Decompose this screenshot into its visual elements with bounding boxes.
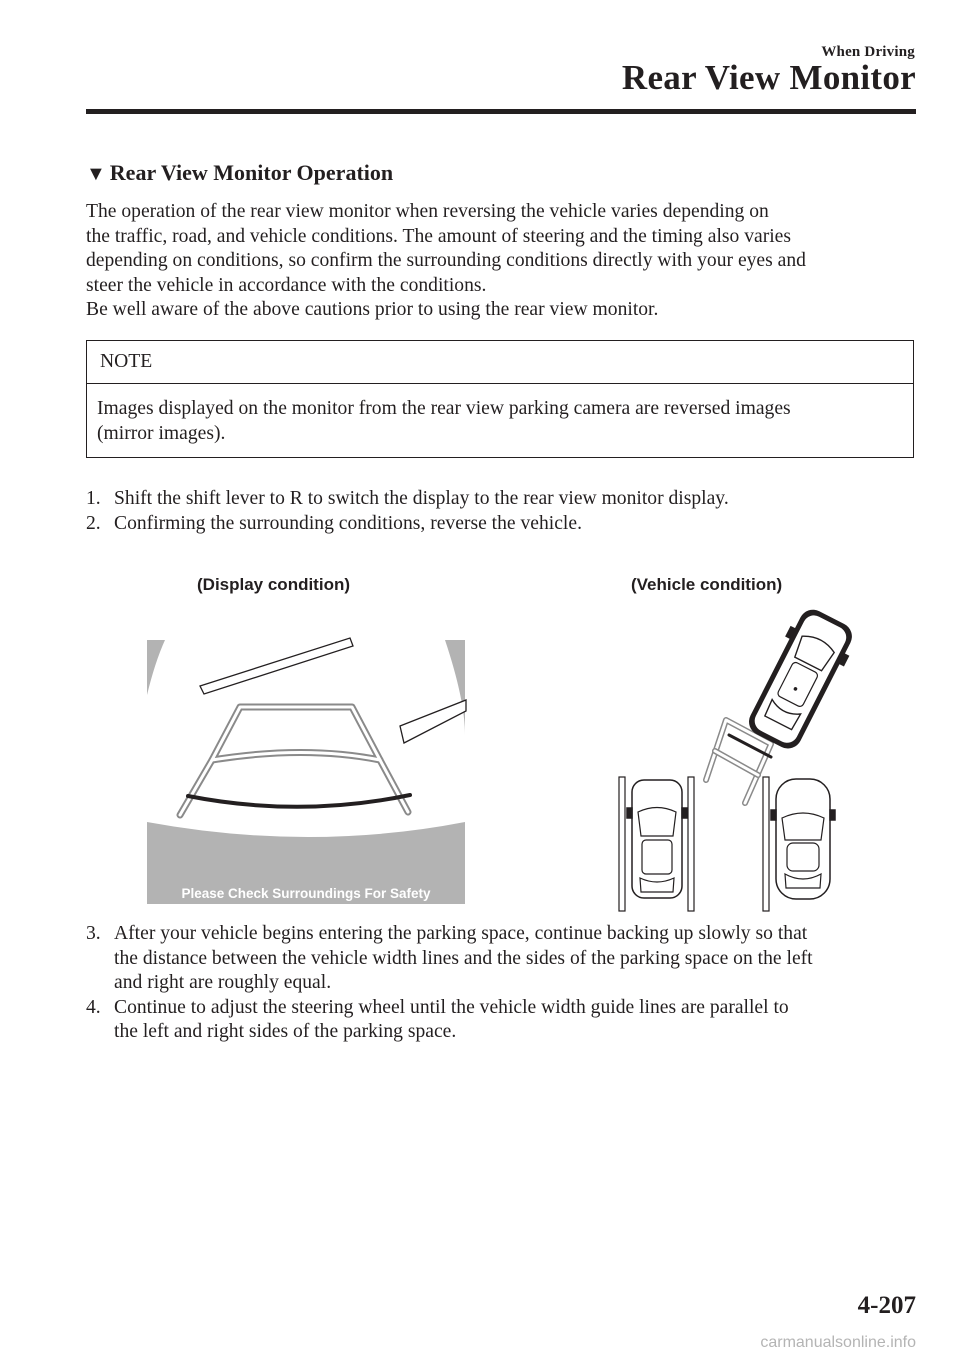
running-header-title: Rear View Monitor xyxy=(621,58,916,97)
parked-car-left xyxy=(627,780,687,898)
intro-line: depending on conditions, so confirm the surrounding conditions directly with your eyes and xyxy=(86,250,806,272)
step-line: After your vehicle begins entering the parking space, continue backing up slowly so that xyxy=(114,923,808,944)
display-condition-caption: (Display condition) xyxy=(197,575,350,594)
step-line: the left and right sides of the parking space. xyxy=(114,1021,457,1043)
parking-line-middle xyxy=(688,777,694,911)
note-line: (mirror images). xyxy=(97,422,226,444)
list-item xyxy=(86,922,926,996)
intro-line: steer the vehicle in accordance with the conditions. xyxy=(86,274,487,296)
parking-line-left xyxy=(619,777,625,911)
vehicle-condition-caption: (Vehicle condition) xyxy=(631,575,783,594)
reversing-car xyxy=(740,603,861,756)
note-label: NOTE xyxy=(100,351,153,372)
intro-line: the traffic, road, and vehicle conditions. The amount of steering and the timing also varies xyxy=(86,225,791,247)
section-heading-text: Rear View Monitor Operation xyxy=(109,160,394,185)
step-line: the distance between the vehicle width lines and the sides of the parking space on the left xyxy=(114,947,813,969)
intro-line: Be well aware of the above cautions prior to using the rear view monitor. xyxy=(86,299,659,321)
page-number: 4-207 xyxy=(857,1292,916,1319)
parking-line-right xyxy=(763,777,769,911)
step-line: and right are roughly equal. xyxy=(114,972,332,994)
monitor-banner: Please Check Surroundings For Safety xyxy=(181,886,431,901)
intro-line: The operation of the rear view monitor when reversing the vehicle varies depending on xyxy=(86,201,769,222)
triangle-marker-icon: ▼ xyxy=(86,163,106,185)
step-text: Confirming the surrounding conditions, reverse the vehicle. xyxy=(114,512,582,534)
step-number: 4. xyxy=(86,996,101,1018)
note-line: Images displayed on the monitor from the rear view parking camera are reversed images xyxy=(97,398,791,419)
parked-car-right xyxy=(771,779,835,899)
monitor-display xyxy=(147,638,468,904)
running-header-section: When Driving xyxy=(821,44,915,60)
watermark-link[interactable]: carmanualsonline.info xyxy=(760,1334,916,1351)
list-item xyxy=(86,996,926,1045)
step-line: Continue to adjust the steering wheel until the vehicle width guide lines are parallel to xyxy=(114,996,789,1018)
step-number: 3. xyxy=(86,923,101,944)
step-number: 2. xyxy=(86,512,101,534)
parking-scene xyxy=(619,603,861,911)
step-text: Shift the shift lever to R to switch the display to the rear view monitor display. xyxy=(114,488,729,509)
steps-list-second xyxy=(86,922,926,1045)
step-number: 1. xyxy=(86,488,101,509)
